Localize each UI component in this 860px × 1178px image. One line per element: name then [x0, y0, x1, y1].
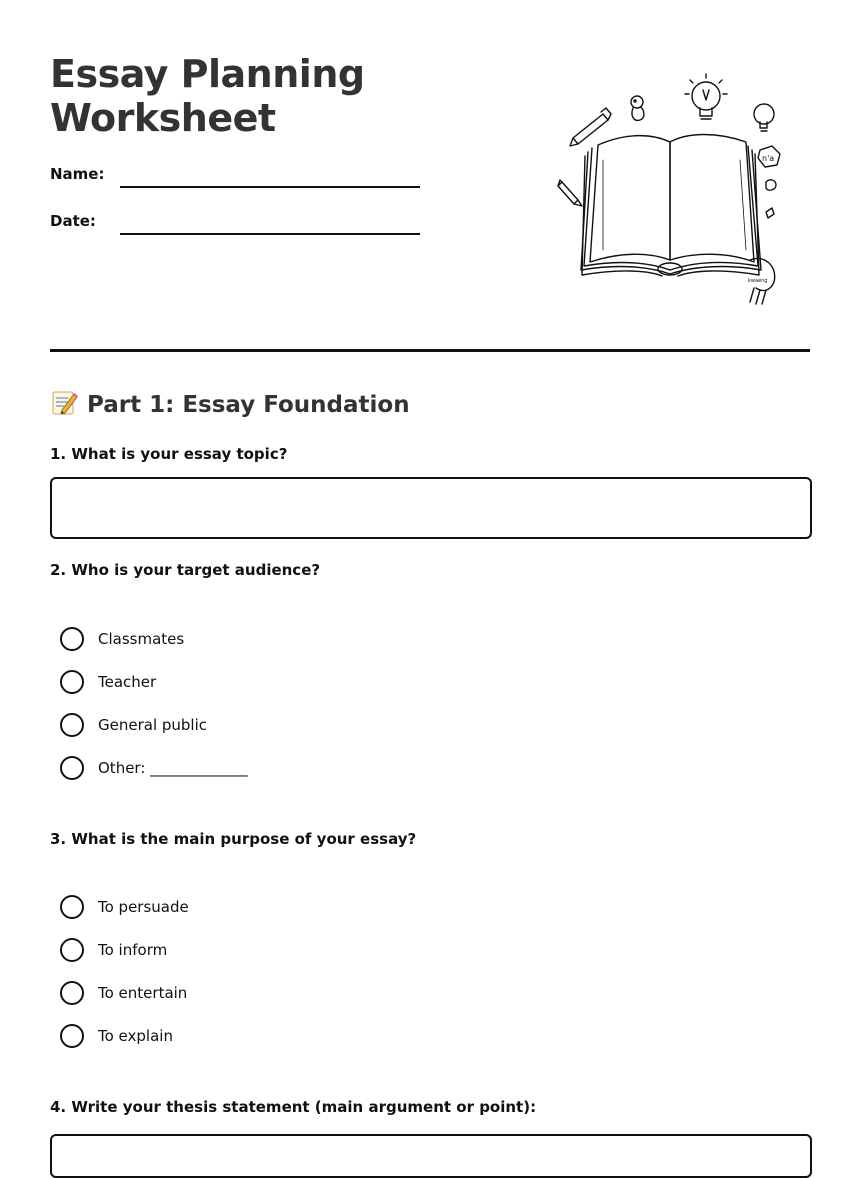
audience-option[interactable]: [60, 746, 248, 789]
radio-button[interactable]: [60, 670, 84, 694]
option-label: To persuade: [98, 897, 189, 916]
open-book-doodle-icon: [548, 70, 788, 314]
audience-option[interactable]: [60, 703, 248, 746]
topic-answer-box[interactable]: [50, 477, 812, 539]
section-heading: [50, 388, 410, 422]
question-2: 2. Who is your target audience?: [50, 561, 321, 579]
option-label: To inform: [98, 940, 168, 959]
option-label: Other: _____________: [98, 758, 248, 777]
radio-button[interactable]: [60, 981, 84, 1005]
purpose-option[interactable]: [60, 971, 189, 1014]
radio-button[interactable]: [60, 895, 84, 919]
memo-icon: [50, 388, 87, 422]
date-label: Date:: [50, 212, 96, 230]
radio-button[interactable]: [60, 713, 84, 737]
option-label: To entertain: [98, 983, 188, 1002]
radio-button[interactable]: [60, 756, 84, 780]
title-line-2: Worksheet: [50, 96, 276, 140]
radio-button[interactable]: [60, 627, 84, 651]
purpose-options: [60, 885, 189, 1057]
purpose-option[interactable]: [60, 928, 189, 971]
option-label: To explain: [98, 1026, 173, 1045]
name-field[interactable]: [120, 186, 420, 188]
question-3: 3. What is the main purpose of your essay?: [50, 830, 417, 848]
audience-option[interactable]: [60, 660, 248, 703]
option-label: General public: [98, 715, 208, 734]
header-divider: [50, 349, 810, 352]
svg-text:n'a: n'a: [762, 154, 775, 163]
illustration-signature: kwaeng: [748, 278, 768, 284]
date-field[interactable]: [120, 233, 420, 235]
audience-option[interactable]: [60, 617, 248, 660]
purpose-option[interactable]: [60, 1014, 189, 1057]
title-line-1: Essay Planning: [50, 52, 365, 96]
radio-button[interactable]: [60, 1024, 84, 1048]
thesis-answer-box[interactable]: [50, 1134, 812, 1178]
option-label: Teacher: [98, 672, 157, 691]
section-heading-text: Part 1: Essay Foundation: [87, 392, 410, 418]
option-label: Classmates: [98, 629, 185, 648]
question-1: 1. What is your essay topic?: [50, 445, 288, 463]
question-4: 4. Write your thesis statement (main argument or point):: [50, 1098, 537, 1116]
audience-options: [60, 617, 248, 789]
radio-button[interactable]: [60, 938, 84, 962]
name-label: Name:: [50, 165, 105, 183]
purpose-option[interactable]: [60, 885, 189, 928]
page-title: [50, 52, 365, 140]
